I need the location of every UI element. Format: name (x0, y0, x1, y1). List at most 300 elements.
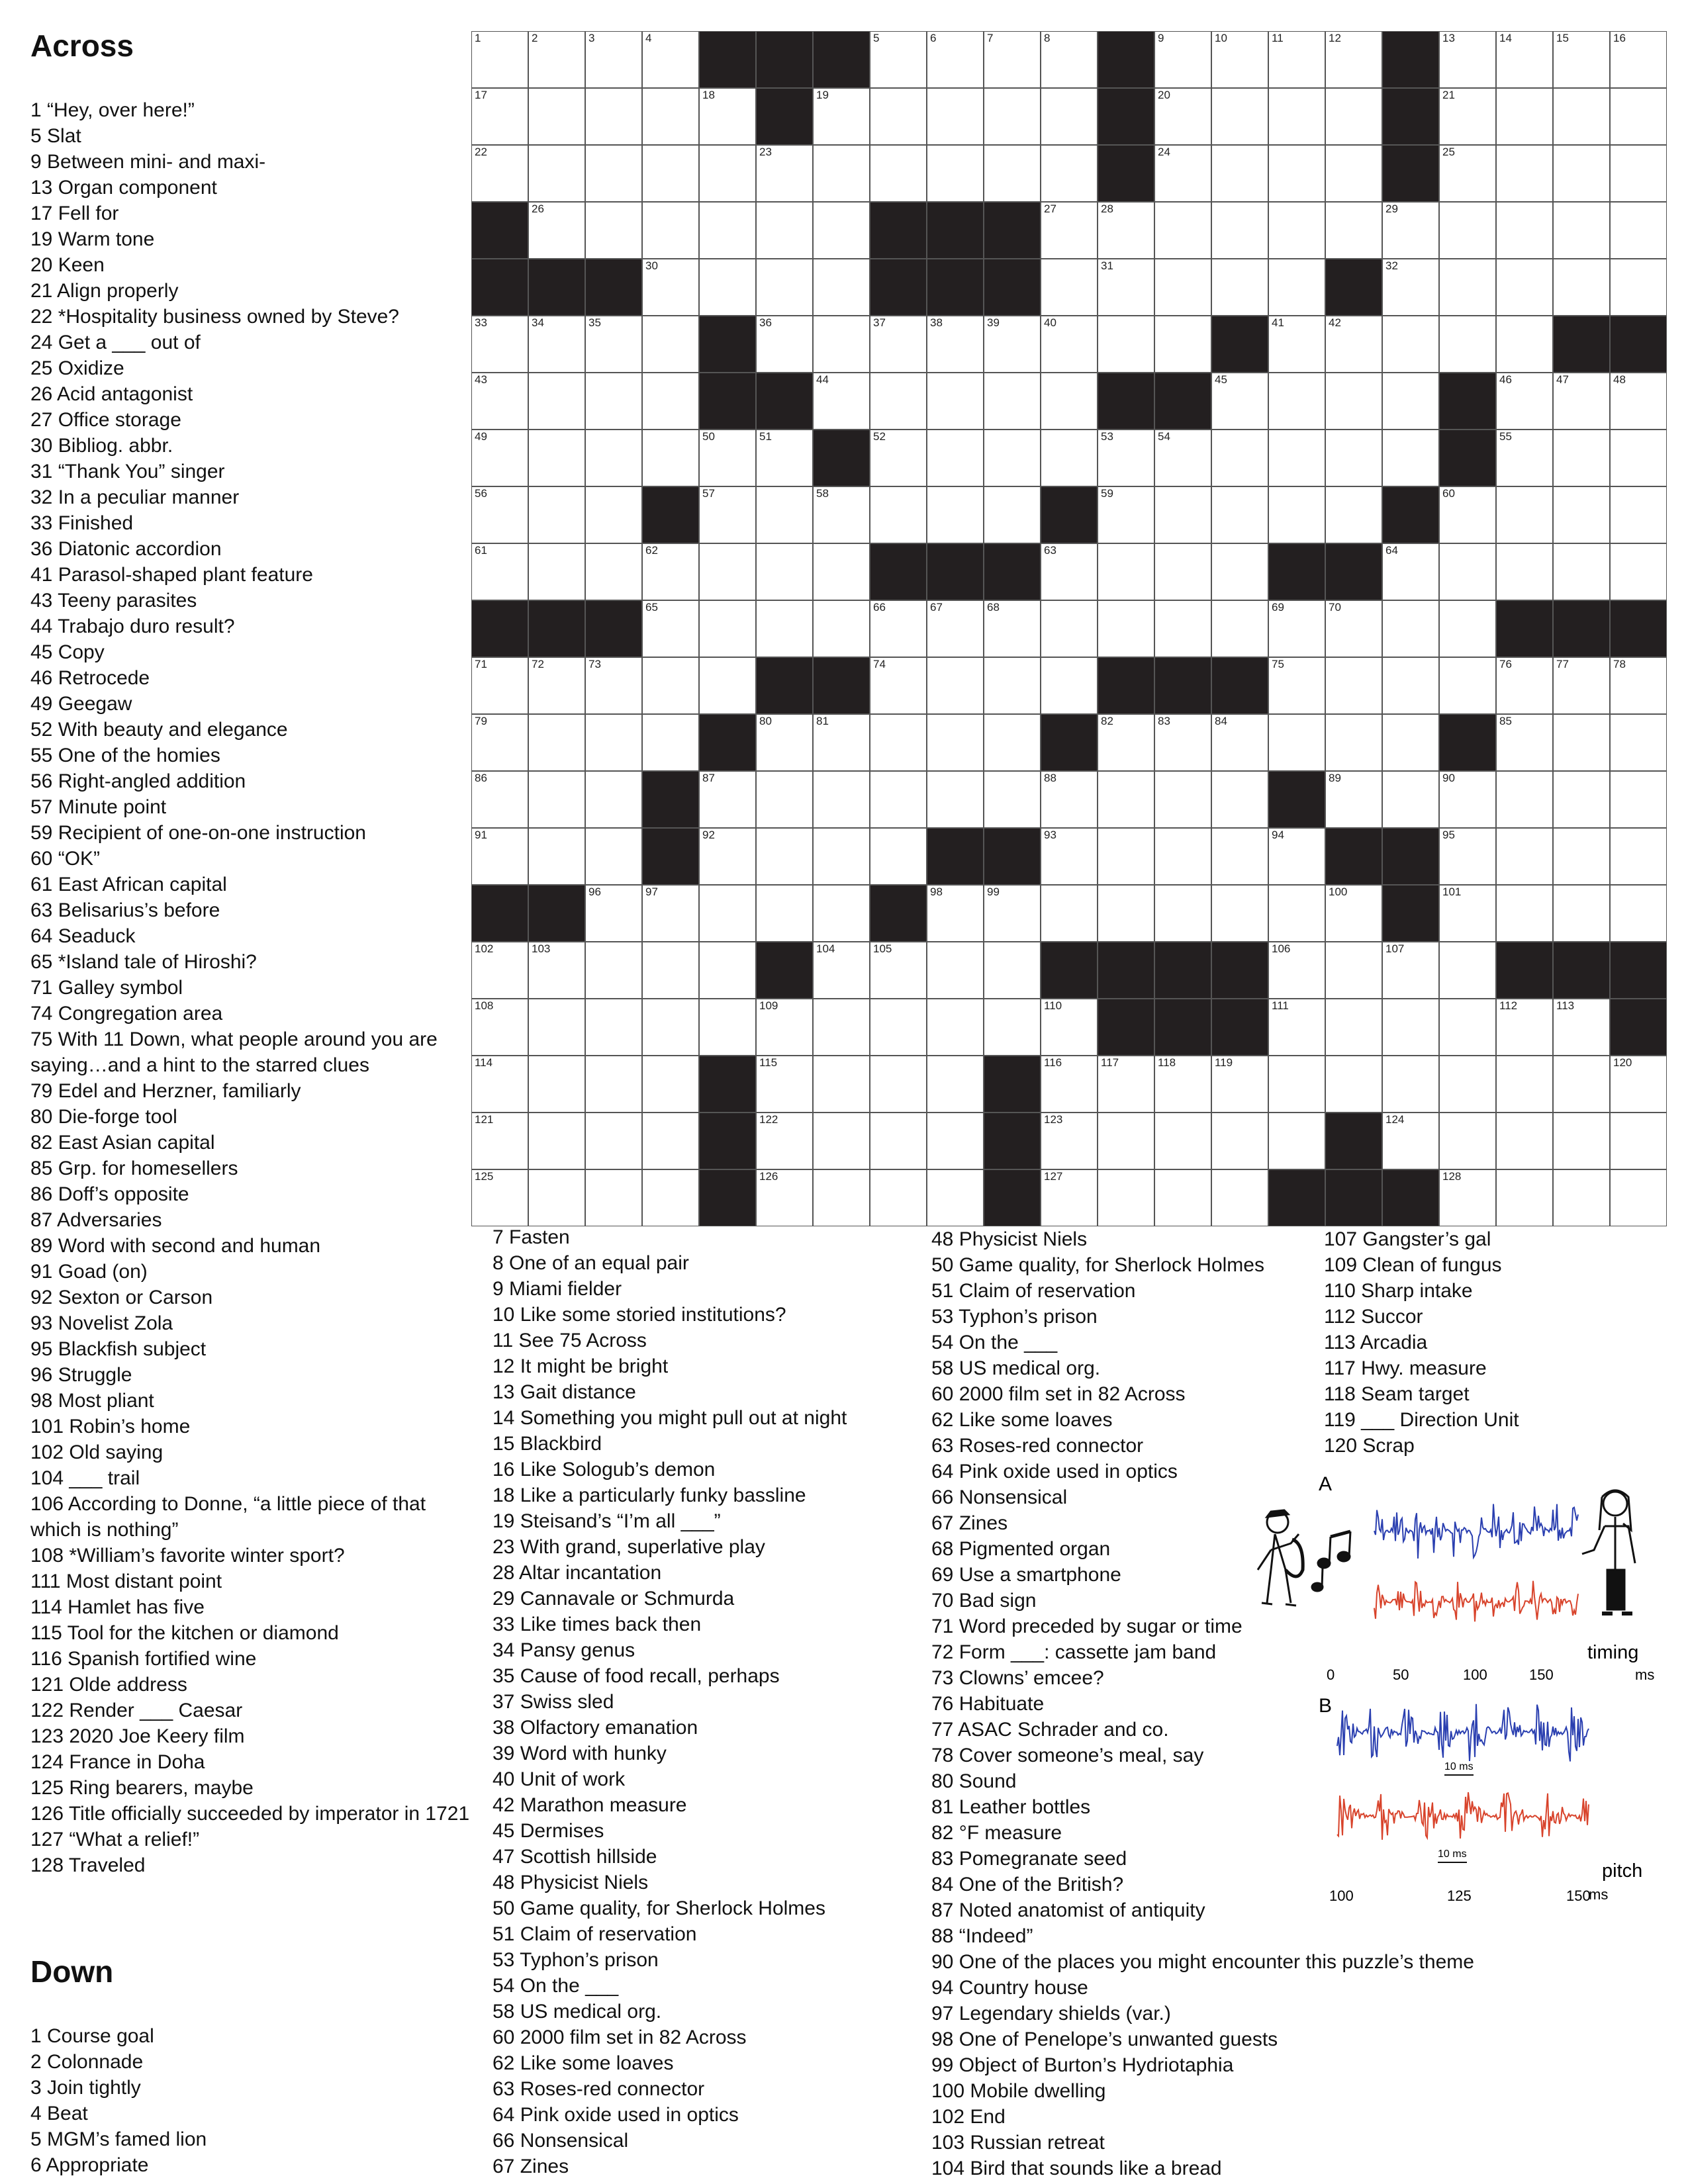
grid-cell[interactable] (756, 771, 813, 828)
grid-cell[interactable] (1439, 942, 1496, 999)
grid-cell[interactable] (1439, 259, 1496, 316)
grid-cell[interactable] (870, 430, 927, 486)
grid-cell[interactable] (813, 145, 870, 202)
grid-cell[interactable] (585, 942, 642, 999)
grid-cell[interactable] (1553, 373, 1610, 430)
grid-cell[interactable] (1439, 31, 1496, 88)
grid-cell[interactable] (471, 1169, 528, 1226)
grid-cell[interactable] (699, 885, 756, 942)
grid-cell[interactable] (870, 999, 927, 1056)
grid-cell[interactable] (1382, 259, 1439, 316)
grid-cell[interactable] (1382, 600, 1439, 657)
grid-cell[interactable] (1439, 828, 1496, 885)
grid-cell[interactable] (1098, 259, 1154, 316)
grid-cell[interactable] (1553, 88, 1610, 145)
grid-cell[interactable] (927, 600, 984, 657)
grid-cell[interactable] (1382, 430, 1439, 486)
grid-cell[interactable] (1098, 202, 1154, 259)
grid-cell[interactable] (699, 88, 756, 145)
grid-cell[interactable] (1610, 714, 1667, 771)
grid-cell[interactable] (1211, 600, 1268, 657)
grid-cell[interactable] (585, 543, 642, 600)
grid-cell[interactable] (642, 543, 699, 600)
grid-cell[interactable] (1098, 486, 1154, 543)
grid-cell[interactable] (1268, 714, 1325, 771)
grid-cell[interactable] (528, 942, 585, 999)
grid-cell[interactable] (756, 486, 813, 543)
grid-cell[interactable] (642, 657, 699, 714)
grid-cell[interactable] (1553, 31, 1610, 88)
grid-cell[interactable] (699, 486, 756, 543)
grid-cell[interactable] (927, 1169, 984, 1226)
grid-cell[interactable] (1325, 771, 1382, 828)
grid-cell[interactable] (1553, 430, 1610, 486)
grid-cell[interactable] (1211, 828, 1268, 885)
grid-cell[interactable] (1496, 1169, 1553, 1226)
grid-cell[interactable] (1041, 1169, 1098, 1226)
grid-cell[interactable] (642, 145, 699, 202)
grid-cell[interactable] (1496, 316, 1553, 373)
grid-cell[interactable] (642, 885, 699, 942)
grid-cell[interactable] (699, 999, 756, 1056)
grid-cell[interactable] (1211, 1113, 1268, 1169)
grid-cell[interactable] (1041, 88, 1098, 145)
grid-cell[interactable] (1268, 1056, 1325, 1113)
grid-cell[interactable] (984, 430, 1041, 486)
grid-cell[interactable] (1154, 316, 1211, 373)
grid-cell[interactable] (927, 771, 984, 828)
grid-cell[interactable] (1439, 771, 1496, 828)
grid-cell[interactable] (1496, 828, 1553, 885)
grid-cell[interactable] (813, 942, 870, 999)
grid-cell[interactable] (1610, 1169, 1667, 1226)
grid-cell[interactable] (1382, 771, 1439, 828)
grid-cell[interactable] (471, 430, 528, 486)
grid-cell[interactable] (1211, 714, 1268, 771)
grid-cell[interactable] (870, 31, 927, 88)
grid-cell[interactable] (927, 714, 984, 771)
grid-cell[interactable] (1154, 828, 1211, 885)
grid-cell[interactable] (1382, 714, 1439, 771)
grid-cell[interactable] (642, 999, 699, 1056)
grid-cell[interactable] (1268, 31, 1325, 88)
grid-cell[interactable] (471, 1056, 528, 1113)
grid-cell[interactable] (1610, 1113, 1667, 1169)
grid-cell[interactable] (1553, 1056, 1610, 1113)
grid-cell[interactable] (699, 202, 756, 259)
grid-cell[interactable] (642, 714, 699, 771)
grid-cell[interactable] (471, 543, 528, 600)
grid-cell[interactable] (1439, 1113, 1496, 1169)
grid-cell[interactable] (471, 373, 528, 430)
grid-cell[interactable] (813, 1169, 870, 1226)
grid-cell[interactable] (1496, 885, 1553, 942)
grid-cell[interactable] (1325, 999, 1382, 1056)
grid-cell[interactable] (1439, 145, 1496, 202)
grid-cell[interactable] (1268, 942, 1325, 999)
grid-cell[interactable] (1553, 259, 1610, 316)
grid-cell[interactable] (642, 316, 699, 373)
grid-cell[interactable] (1325, 885, 1382, 942)
grid-cell[interactable] (1325, 88, 1382, 145)
grid-cell[interactable] (528, 31, 585, 88)
grid-cell[interactable] (585, 828, 642, 885)
grid-cell[interactable] (1098, 828, 1154, 885)
grid-cell[interactable] (870, 145, 927, 202)
grid-cell[interactable] (1268, 600, 1325, 657)
grid-cell[interactable] (1496, 145, 1553, 202)
grid-cell[interactable] (585, 714, 642, 771)
grid-cell[interactable] (1382, 316, 1439, 373)
grid-cell[interactable] (528, 316, 585, 373)
grid-cell[interactable] (1325, 202, 1382, 259)
grid-cell[interactable] (1439, 543, 1496, 600)
grid-cell[interactable] (471, 942, 528, 999)
grid-cell[interactable] (1211, 486, 1268, 543)
grid-cell[interactable] (813, 885, 870, 942)
grid-cell[interactable] (585, 1056, 642, 1113)
grid-cell[interactable] (1439, 600, 1496, 657)
grid-cell[interactable] (756, 828, 813, 885)
grid-cell[interactable] (1268, 828, 1325, 885)
grid-cell[interactable] (813, 259, 870, 316)
grid-cell[interactable] (1496, 657, 1553, 714)
grid-cell[interactable] (870, 657, 927, 714)
grid-cell[interactable] (1154, 486, 1211, 543)
grid-cell[interactable] (1610, 1056, 1667, 1113)
grid-cell[interactable] (699, 657, 756, 714)
grid-cell[interactable] (471, 1113, 528, 1169)
grid-cell[interactable] (756, 430, 813, 486)
grid-cell[interactable] (699, 430, 756, 486)
grid-cell[interactable] (471, 771, 528, 828)
grid-cell[interactable] (1098, 771, 1154, 828)
grid-cell[interactable] (984, 942, 1041, 999)
grid-cell[interactable] (984, 486, 1041, 543)
grid-cell[interactable] (813, 600, 870, 657)
grid-cell[interactable] (1041, 543, 1098, 600)
grid-cell[interactable] (471, 828, 528, 885)
grid-cell[interactable] (1154, 88, 1211, 145)
grid-cell[interactable] (1154, 600, 1211, 657)
grid-cell[interactable] (1553, 543, 1610, 600)
grid-cell[interactable] (1325, 373, 1382, 430)
grid-cell[interactable] (1496, 31, 1553, 88)
grid-cell[interactable] (927, 316, 984, 373)
grid-cell[interactable] (927, 999, 984, 1056)
grid-cell[interactable] (1098, 714, 1154, 771)
grid-cell[interactable] (813, 1056, 870, 1113)
grid-cell[interactable] (1325, 486, 1382, 543)
grid-cell[interactable] (1439, 88, 1496, 145)
grid-cell[interactable] (1553, 1113, 1610, 1169)
grid-cell[interactable] (813, 999, 870, 1056)
grid-cell[interactable] (756, 145, 813, 202)
grid-cell[interactable] (699, 942, 756, 999)
grid-cell[interactable] (528, 543, 585, 600)
grid-cell[interactable] (813, 771, 870, 828)
grid-cell[interactable] (1610, 657, 1667, 714)
grid-cell[interactable] (1496, 373, 1553, 430)
grid-cell[interactable] (585, 202, 642, 259)
grid-cell[interactable] (471, 88, 528, 145)
grid-cell[interactable] (528, 657, 585, 714)
grid-cell[interactable] (1268, 202, 1325, 259)
grid-cell[interactable] (1211, 373, 1268, 430)
grid-cell[interactable] (585, 316, 642, 373)
grid-cell[interactable] (642, 202, 699, 259)
grid-cell[interactable] (1325, 31, 1382, 88)
grid-cell[interactable] (756, 600, 813, 657)
grid-cell[interactable] (1325, 942, 1382, 999)
grid-cell[interactable] (870, 1056, 927, 1113)
grid-cell[interactable] (528, 430, 585, 486)
grid-cell[interactable] (1154, 1056, 1211, 1113)
grid-cell[interactable] (471, 145, 528, 202)
grid-cell[interactable] (1553, 999, 1610, 1056)
grid-cell[interactable] (1610, 486, 1667, 543)
grid-cell[interactable] (1154, 145, 1211, 202)
grid-cell[interactable] (870, 1169, 927, 1226)
grid-cell[interactable] (1553, 486, 1610, 543)
grid-cell[interactable] (1553, 771, 1610, 828)
grid-cell[interactable] (1439, 316, 1496, 373)
grid-cell[interactable] (1382, 657, 1439, 714)
grid-cell[interactable] (1268, 1113, 1325, 1169)
grid-cell[interactable] (1154, 202, 1211, 259)
grid-cell[interactable] (699, 828, 756, 885)
grid-cell[interactable] (1382, 999, 1439, 1056)
grid-cell[interactable] (1268, 486, 1325, 543)
grid-cell[interactable] (585, 885, 642, 942)
grid-cell[interactable] (1496, 543, 1553, 600)
grid-cell[interactable] (1439, 1169, 1496, 1226)
grid-cell[interactable] (1553, 1169, 1610, 1226)
grid-cell[interactable] (1325, 714, 1382, 771)
grid-cell[interactable] (1496, 1113, 1553, 1169)
grid-cell[interactable] (1496, 771, 1553, 828)
grid-cell[interactable] (870, 828, 927, 885)
grid-cell[interactable] (585, 373, 642, 430)
grid-cell[interactable] (585, 145, 642, 202)
grid-cell[interactable] (1553, 828, 1610, 885)
grid-cell[interactable] (528, 828, 585, 885)
grid-cell[interactable] (1268, 657, 1325, 714)
grid-cell[interactable] (1041, 259, 1098, 316)
grid-cell[interactable] (1098, 600, 1154, 657)
grid-cell[interactable] (585, 1113, 642, 1169)
grid-cell[interactable] (984, 771, 1041, 828)
grid-cell[interactable] (1439, 885, 1496, 942)
grid-cell[interactable] (1098, 885, 1154, 942)
grid-cell[interactable] (1610, 31, 1667, 88)
grid-cell[interactable] (984, 316, 1041, 373)
grid-cell[interactable] (1382, 543, 1439, 600)
grid-cell[interactable] (1211, 771, 1268, 828)
grid-cell[interactable] (585, 430, 642, 486)
grid-cell[interactable] (585, 88, 642, 145)
grid-cell[interactable] (1610, 885, 1667, 942)
grid-cell[interactable] (1041, 600, 1098, 657)
grid-cell[interactable] (756, 259, 813, 316)
grid-cell[interactable] (1382, 202, 1439, 259)
grid-cell[interactable] (471, 486, 528, 543)
grid-cell[interactable] (1268, 373, 1325, 430)
grid-cell[interactable] (1211, 88, 1268, 145)
grid-cell[interactable] (1211, 202, 1268, 259)
grid-cell[interactable] (1268, 145, 1325, 202)
grid-cell[interactable] (870, 714, 927, 771)
grid-cell[interactable] (699, 600, 756, 657)
grid-cell[interactable] (927, 145, 984, 202)
grid-cell[interactable] (1610, 543, 1667, 600)
grid-cell[interactable] (984, 145, 1041, 202)
grid-cell[interactable] (642, 600, 699, 657)
grid-cell[interactable] (471, 31, 528, 88)
grid-cell[interactable] (1610, 828, 1667, 885)
grid-cell[interactable] (1154, 771, 1211, 828)
grid-cell[interactable] (1325, 600, 1382, 657)
grid-cell[interactable] (642, 373, 699, 430)
grid-cell[interactable] (528, 145, 585, 202)
grid-cell[interactable] (1268, 316, 1325, 373)
grid-cell[interactable] (927, 373, 984, 430)
grid-cell[interactable] (585, 1169, 642, 1226)
grid-cell[interactable] (1154, 1169, 1211, 1226)
grid-cell[interactable] (1041, 771, 1098, 828)
grid-cell[interactable] (756, 1056, 813, 1113)
grid-cell[interactable] (1041, 316, 1098, 373)
grid-cell[interactable] (870, 373, 927, 430)
grid-cell[interactable] (642, 430, 699, 486)
grid-cell[interactable] (1325, 1056, 1382, 1113)
grid-cell[interactable] (528, 999, 585, 1056)
grid-cell[interactable] (813, 316, 870, 373)
grid-cell[interactable] (1211, 1169, 1268, 1226)
grid-cell[interactable] (870, 316, 927, 373)
grid-cell[interactable] (1211, 885, 1268, 942)
grid-cell[interactable] (1098, 1056, 1154, 1113)
grid-cell[interactable] (1041, 373, 1098, 430)
grid-cell[interactable] (1154, 259, 1211, 316)
grid-cell[interactable] (1041, 430, 1098, 486)
grid-cell[interactable] (813, 373, 870, 430)
grid-cell[interactable] (813, 88, 870, 145)
grid-cell[interactable] (528, 202, 585, 259)
grid-cell[interactable] (1553, 885, 1610, 942)
grid-cell[interactable] (1098, 1113, 1154, 1169)
grid-cell[interactable] (756, 202, 813, 259)
grid-cell[interactable] (585, 486, 642, 543)
grid-cell[interactable] (756, 885, 813, 942)
grid-cell[interactable] (1041, 657, 1098, 714)
grid-cell[interactable] (870, 486, 927, 543)
grid-cell[interactable] (1325, 657, 1382, 714)
grid-cell[interactable] (1154, 1113, 1211, 1169)
grid-cell[interactable] (813, 828, 870, 885)
grid-cell[interactable] (699, 543, 756, 600)
grid-cell[interactable] (1211, 1056, 1268, 1113)
grid-cell[interactable] (1325, 430, 1382, 486)
grid-cell[interactable] (1553, 145, 1610, 202)
grid-cell[interactable] (1041, 1113, 1098, 1169)
grid-cell[interactable] (984, 373, 1041, 430)
grid-cell[interactable] (1496, 999, 1553, 1056)
grid-cell[interactable] (585, 657, 642, 714)
grid-cell[interactable] (642, 1113, 699, 1169)
grid-cell[interactable] (642, 1056, 699, 1113)
grid-cell[interactable] (1041, 202, 1098, 259)
grid-cell[interactable] (642, 259, 699, 316)
grid-cell[interactable] (1211, 543, 1268, 600)
grid-cell[interactable] (1098, 543, 1154, 600)
grid-cell[interactable] (984, 600, 1041, 657)
grid-cell[interactable] (1553, 202, 1610, 259)
grid-cell[interactable] (984, 31, 1041, 88)
grid-cell[interactable] (528, 1113, 585, 1169)
grid-cell[interactable] (1268, 999, 1325, 1056)
grid-cell[interactable] (813, 714, 870, 771)
grid-cell[interactable] (1610, 430, 1667, 486)
grid-cell[interactable] (1268, 430, 1325, 486)
grid-cell[interactable] (1154, 543, 1211, 600)
grid-cell[interactable] (927, 430, 984, 486)
grid-cell[interactable] (642, 1169, 699, 1226)
grid-cell[interactable] (1211, 430, 1268, 486)
grid-cell[interactable] (528, 771, 585, 828)
grid-cell[interactable] (471, 316, 528, 373)
grid-cell[interactable] (756, 714, 813, 771)
grid-cell[interactable] (1496, 259, 1553, 316)
grid-cell[interactable] (984, 885, 1041, 942)
grid-cell[interactable] (1098, 430, 1154, 486)
grid-cell[interactable] (642, 31, 699, 88)
grid-cell[interactable] (1041, 1056, 1098, 1113)
grid-cell[interactable] (927, 1056, 984, 1113)
grid-cell[interactable] (1041, 828, 1098, 885)
grid-cell[interactable] (927, 88, 984, 145)
grid-cell[interactable] (1610, 202, 1667, 259)
grid-cell[interactable] (1439, 202, 1496, 259)
grid-cell[interactable] (528, 88, 585, 145)
grid-cell[interactable] (1496, 430, 1553, 486)
grid-cell[interactable] (1610, 771, 1667, 828)
grid-cell[interactable] (1439, 657, 1496, 714)
grid-cell[interactable] (870, 942, 927, 999)
grid-cell[interactable] (471, 999, 528, 1056)
grid-cell[interactable] (813, 543, 870, 600)
grid-cell[interactable] (585, 771, 642, 828)
grid-cell[interactable] (1382, 373, 1439, 430)
grid-cell[interactable] (927, 942, 984, 999)
grid-cell[interactable] (1041, 885, 1098, 942)
grid-cell[interactable] (528, 714, 585, 771)
grid-cell[interactable] (1553, 657, 1610, 714)
grid-cell[interactable] (471, 714, 528, 771)
grid-cell[interactable] (927, 657, 984, 714)
grid-cell[interactable] (756, 1113, 813, 1169)
grid-cell[interactable] (870, 771, 927, 828)
grid-cell[interactable] (813, 1113, 870, 1169)
grid-cell[interactable] (642, 942, 699, 999)
grid-cell[interactable] (927, 31, 984, 88)
grid-cell[interactable] (870, 88, 927, 145)
grid-cell[interactable] (1496, 486, 1553, 543)
grid-cell[interactable] (642, 88, 699, 145)
grid-cell[interactable] (927, 885, 984, 942)
grid-cell[interactable] (984, 714, 1041, 771)
grid-cell[interactable] (1439, 486, 1496, 543)
